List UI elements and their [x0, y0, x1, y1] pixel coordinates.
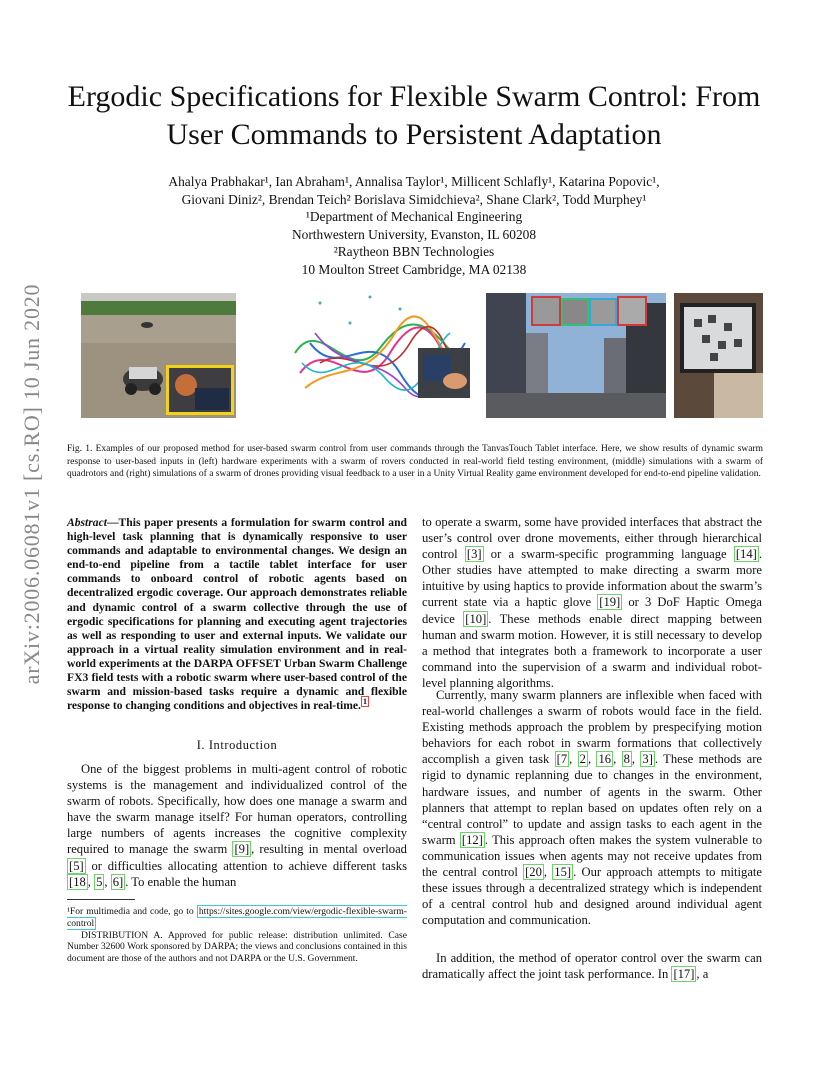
- vr-city-render: [486, 293, 666, 418]
- figure-panel-vr: [486, 293, 666, 418]
- footnote-divider: [67, 899, 135, 900]
- author-list: [60, 173, 768, 209]
- citation-12[interactable]: [12]: [461, 832, 483, 847]
- citation-15[interactable]: 15]: [554, 865, 572, 880]
- figure-panel-rovers: [81, 293, 236, 418]
- paper-title: Ergodic Specifications for Flexible Swarm Control: From User Commands to Persistent Adaptation: [67, 80, 761, 151]
- footnote-1: ¹For multimedia and code, go to https://sites.google.com/view/ergodic-flexible-swarm-control: [67, 906, 407, 929]
- intro-paragraph-4: In addition, the method of operator control over the swarm can dramatically affect the joint task performance. In [17] , a: [422, 951, 762, 982]
- citation-17[interactable]: [17]: [673, 967, 695, 982]
- citation-20[interactable]: [20: [525, 865, 542, 880]
- footnote-ref-1[interactable]: 1: [362, 697, 367, 707]
- citation-5[interactable]: [5]: [69, 858, 84, 873]
- citation-14[interactable]: [14]: [735, 547, 757, 562]
- affiliations: [60, 208, 768, 278]
- distribution-notice: DISTRIBUTION A. Approved for public release: distribution unlimited. Case Number 32600 Work sponsored by DARPA; the views and conclusions contained in this document are those of the authors and not DARPA or the U.S. Government.: [67, 929, 407, 965]
- section-heading-introduction: I. Introduction: [196, 738, 278, 752]
- quadrotor-trajectory-plot: [290, 293, 470, 418]
- citation-9[interactable]: [9]: [234, 842, 250, 857]
- tablet-user-photo: [674, 293, 763, 418]
- abstract: [67, 516, 407, 713]
- citation-16[interactable]: 16: [598, 752, 612, 767]
- citation-6[interactable]: 6]: [112, 874, 124, 889]
- citation-2[interactable]: 2: [579, 752, 586, 767]
- footnotes: [67, 906, 407, 965]
- abstract-text: —This paper presents a formulation for swarm control and high-level task planning that is dynamically responsive to user commands and adaptable to environmental changes. We design an end-to-end pipeline from a tactile tablet interface for user commands to onboard control of robotic agents based on decentralized ergodic coverage. Our approach demonstrates reliable and dynamic control of a swarm collective through the use of ergodic specifications for planning and executing agent trajectories as well as responding to user and external inputs. We validate our approach in a virtual reality simulation environment and in real-world experiments at the DARPA OFFSET Urban Swarm Challenge FX3 field tests with a robotic swarm where user-based control of the swarm and mission-based tasks require a dynamic and flexible response to changing conditions and objectives in real-time.: [67, 516, 407, 713]
- citation-18[interactable]: [18: [69, 874, 86, 889]
- arxiv-sidebar: [4, 284, 60, 684]
- arxiv-identifier: arXiv:2006.06081v1 [cs.RO] 10 Jun 2020: [19, 283, 44, 685]
- affiliation-3: ²Raytheon BBN Technologies: [333, 244, 495, 259]
- citation-5b[interactable]: 5: [96, 874, 103, 889]
- figure-panel-tablet: [674, 293, 763, 418]
- intro-paragraph-1: One of the biggest problems in multi-agent control of robotic systems is the management and individualized control of the swarm of robots. Specifically, how does one manage a swarm and have the swarm manage itself? For human operators, controlling large numbers of agents increases the cognitive complexity required to manage the swarm [9] , resulting in mental overload [5] or difficulties allocating attention to achieve different tasks [18 , 5 , 6] . To enable the human: [67, 762, 407, 889]
- figure-panel-quadrotors: [290, 293, 470, 418]
- citation-19[interactable]: [19]: [599, 595, 621, 610]
- abstract-label: Abstract: [67, 516, 107, 529]
- authors-line-1: Ahalya Prabhakar¹, Ian Abraham¹, Annalisa Taylor¹, Millicent Schlafly¹, Katarina Popovic¹,: [168, 174, 660, 189]
- affiliation-4: 10 Moulton Street Cambridge, MA 02138: [301, 261, 527, 277]
- citation-7[interactable]: [7: [556, 752, 568, 767]
- citation-10[interactable]: [10]: [465, 611, 487, 626]
- figure-caption: Fig. 1. Examples of our proposed method for user-based swarm control from user commands through the TanvasTouch Tablet interface. Here, we show results of dynamic swarm response to user-based inputs in (left) hardware experiments with a swarm of rovers conducted in real-world field testing environment, (middle) simulations with a swarm of quadrotors and (right) simulations of a swarm of drones providing visual feedback to a user in a Unity Virtual Reality game environment developed for end-to-end pipeline validation.: [67, 444, 763, 480]
- citation-8[interactable]: 8: [623, 752, 630, 767]
- affiliation-2: Northwestern University, Evanston, IL 60208: [291, 226, 537, 242]
- project-website-link[interactable]: https://sites.google.com/view/ergodic-flexible-swarm-control: [67, 906, 407, 929]
- citation-3[interactable]: [3]: [466, 547, 482, 562]
- intro-paragraph-3: Currently, many swarm planners are inflexible when faced with real-world challenges a swarm of robots would face in the field. Existing methods approach the problem by prespecifying motion behaviors for each robot in swarm formations that collectively accomplish a given task [7 , 2 , 16 , 8 , 3] . These methods are rigid to dynamic replanning due to changes in the environment, hardware issues, and number of agents in the swarm. Other planners that attempt to replan based on updates often rely on a “central control” to update and assign tasks to each agent in the swarm [12] . This approach often makes the system vulnerable to communication issues when agents may not receive updates from the central control [20 , 15] . Our approach attempts to mitigate these issues through a decentralized strategy which is independent of a central control hub and designed around individual agent computation and communication.: [422, 688, 763, 928]
- citation-3b[interactable]: 3]: [642, 752, 653, 767]
- rover-field-photo: [81, 293, 236, 418]
- authors-line-2: Giovani Diniz², Brendan Teich² Borislava Simidchieva², Shane Clark², Todd Murphey¹: [181, 192, 647, 207]
- affiliation-1: ¹Department of Mechanical Engineering: [305, 209, 523, 224]
- intro-paragraph-2: to operate a swarm, some have provided interfaces that abstract the user’s control over drone movements, either through hierarchical control [3] or a swarm-specific programming language [14] . Other studies have attempted to make directing a swarm more intuitive by using haptics to provide information about the swarm’s current state via a haptic glove [19] or 3 DoF Haptic Omega device [10] . These methods enable direct mapping between human and swarm motion. However, it is still necessary to develop a method that integrates both a framework to incorporate a user command into the supervision of a swarm and individual robot-level planning algorithms.: [422, 515, 762, 690]
